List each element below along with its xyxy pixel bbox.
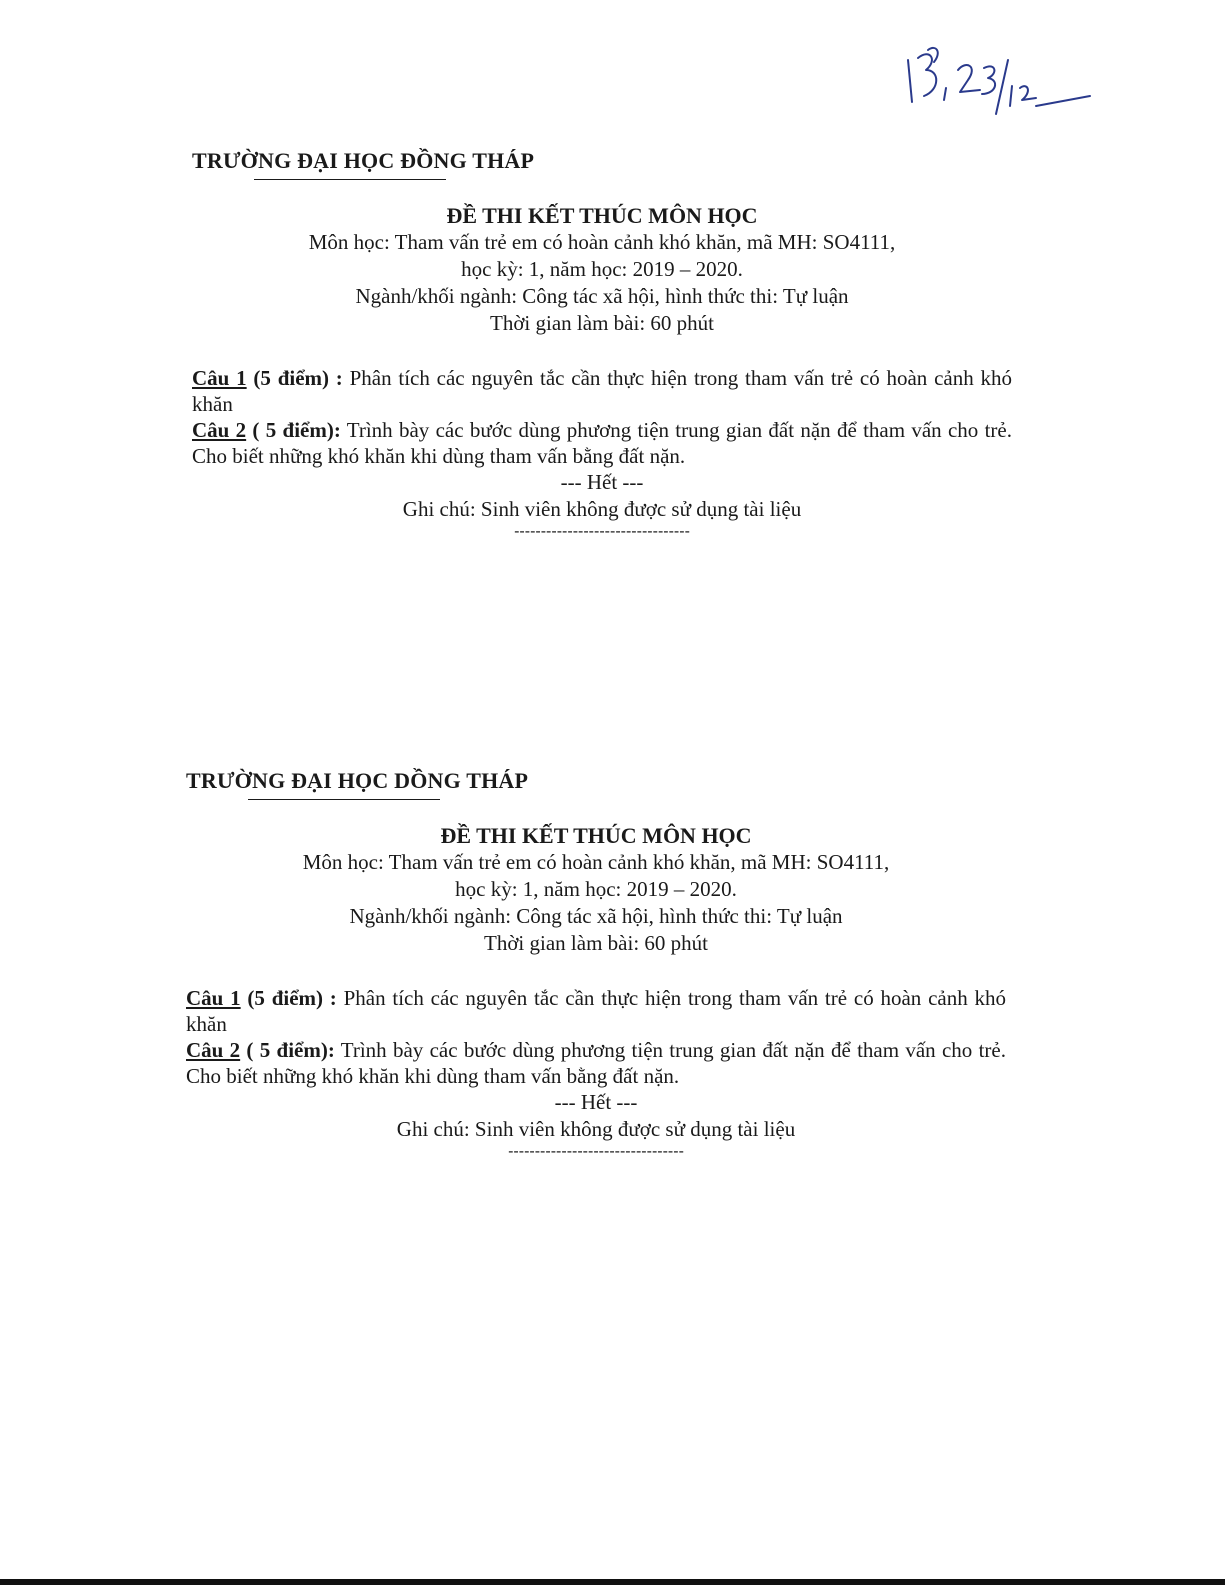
exam-footer xyxy=(186,1089,1006,1143)
question-2 xyxy=(186,1037,1006,1089)
question-2-text: Trình bày các bước dùng phương tiện trung gian đất nặn để tham vấn cho trẻ. Cho biết những khó khăn khi dùng tham vấn bằng đất nặn. xyxy=(186,1038,1006,1088)
major-line: Ngành/khối ngành: Công tác xã hội, hình thức thi: Tự luận xyxy=(355,284,849,308)
handwriting-stroke-9 xyxy=(1020,86,1036,100)
handwriting-stroke-4 xyxy=(944,88,946,100)
handwriting-stroke-5 xyxy=(958,65,980,92)
question-2-label: Câu 2 xyxy=(186,1038,241,1062)
handwritten-note xyxy=(900,40,1100,120)
question-1-label: Câu 1 xyxy=(186,986,241,1010)
question-2 xyxy=(192,417,1012,469)
dash-separator: --------------------------------- xyxy=(508,1143,684,1160)
end-marker: --- Hết --- xyxy=(560,470,644,494)
handwriting-stroke-8 xyxy=(1010,86,1012,106)
exam-block-2 xyxy=(186,768,1006,1161)
question-1 xyxy=(186,985,1006,1037)
school-name xyxy=(186,768,528,794)
handwriting-stroke-7 xyxy=(996,60,1008,114)
exam-note: Ghi chú: Sinh viên không được sử dụng tài liệu xyxy=(396,1117,796,1141)
school-name xyxy=(192,148,534,174)
course-line: Môn học: Tham vấn trẻ em có hoàn cảnh khó khăn, mã MH: SO4111, xyxy=(302,850,890,874)
exam-title: ĐỀ THI KẾT THÚC MÔN HỌC xyxy=(440,823,752,848)
handwriting-stroke-6 xyxy=(982,66,995,94)
term-line: học kỳ: 1, năm học: 2019 – 2020. xyxy=(455,877,737,901)
exam-header xyxy=(192,202,1012,337)
question-2-text: Trình bày các bước dùng phương tiện trung gian đất nặn để tham vấn cho trẻ. Cho biết những khó khăn khi dùng tham vấn bằng đất nặn. xyxy=(192,418,1012,468)
question-1-text: Phân tích các nguyên tắc cần thực hiện trong tham vấn trẻ có hoàn cảnh khó khăn xyxy=(186,986,1007,1036)
school-name-text: TRƯỜNG ĐẠI HỌC DỒNG THÁP xyxy=(186,768,529,793)
time-line: Thời gian làm bài: 60 phút xyxy=(490,311,714,335)
school-name-text: TRƯỜNG ĐẠI HỌC ĐỒNG THÁP xyxy=(192,148,535,173)
major-line: Ngành/khối ngành: Công tác xã hội, hình thức thi: Tự luận xyxy=(349,904,843,928)
school-underline xyxy=(254,179,446,180)
question-2-label: Câu 2 xyxy=(192,418,247,442)
questions xyxy=(186,985,1006,1089)
exam-title: ĐỀ THI KẾT THÚC MÔN HỌC xyxy=(446,203,758,228)
term-line: học kỳ: 1, năm học: 2019 – 2020. xyxy=(461,257,743,281)
question-2-score: ( 5 điểm): xyxy=(240,1038,335,1062)
question-1-text: Phân tích các nguyên tắc cần thực hiện trong tham vấn trẻ có hoàn cảnh khó khăn xyxy=(192,366,1013,416)
question-2-score: ( 5 điểm): xyxy=(246,418,341,442)
exam-note: Ghi chú: Sinh viên không được sử dụng tài liệu xyxy=(402,497,802,521)
question-1-label: Câu 1 xyxy=(192,366,247,390)
questions xyxy=(192,365,1012,469)
exam-block-1 xyxy=(192,148,1012,541)
exam-footer xyxy=(192,469,1012,523)
exam-header xyxy=(186,822,1006,957)
handwriting-stroke-1 xyxy=(908,60,912,102)
course-line: Môn học: Tham vấn trẻ em có hoàn cảnh khó khăn, mã MH: SO4111, xyxy=(308,230,896,254)
time-line: Thời gian làm bài: 60 phút xyxy=(484,931,708,955)
handwriting-stroke-2 xyxy=(918,54,936,96)
question-1-score: (5 điểm) : xyxy=(240,986,337,1010)
dash-separator: --------------------------------- xyxy=(514,523,690,540)
end-marker: --- Hết --- xyxy=(554,1090,638,1114)
scan-bottom-border xyxy=(0,1579,1225,1585)
school-underline xyxy=(248,799,440,800)
question-1 xyxy=(192,365,1012,417)
question-1-score: (5 điểm) : xyxy=(246,366,343,390)
handwriting-stroke-10 xyxy=(1036,96,1090,106)
